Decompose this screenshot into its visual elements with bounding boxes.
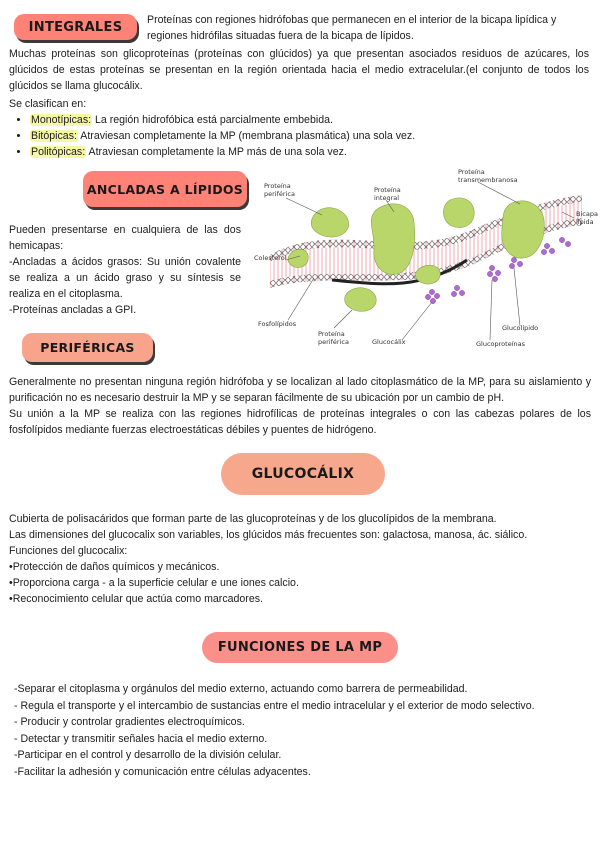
perifericas-line: Generalmente no presentan ninguna región hidrófoba y se localizan al lado citoplasmático de la MP, para su aislamiento y purificación no es necesario destruir la MP y se separan fácilmente de su ubicación por un cambio de pH.	[9, 376, 591, 404]
type-term: Politópicas:	[31, 146, 86, 158]
funciones-list	[14, 681, 590, 780]
funcion-item: -Facilitar la adhesión y comunicación entre células adyacentes.	[14, 765, 311, 778]
funcion-item: - Producir y controlar gradientes electroquímicos.	[14, 716, 245, 728]
type-monotopicas	[30, 112, 590, 128]
integrales-paragraph: Muchas proteínas son glicoproteínas (proteínas con glúcidos) ya que presentan asociados residuos de azúcares, los glúcidos de estas proteínas se presentan en la región orientada hacia el medio extracelular.(el conjunto de todos los glúcidos se llama glucocálix.	[9, 48, 589, 92]
funcion-item: - Regula el transporte y el intercambio de sustancias entre el medio intracelular y el exterior de modo selectivo.	[14, 699, 535, 712]
label-transmembrana: Proteína transmembranosa	[458, 168, 518, 184]
integrales-heading: INTEGRALES	[14, 14, 137, 40]
perifericas-heading: PERIFÉRICAS	[22, 333, 153, 362]
glucocalix-function: •Proporciona carga - a la superficie celular e une iones calcio.	[9, 577, 299, 589]
label-periferica-bottom: Proteína periférica	[318, 330, 349, 346]
glucocalix-line: Las dimensiones del glucocalix son variables, los glúcidos más frecuentes son: galactosa, manosa, ác. siálico.	[9, 529, 528, 541]
funcion-item: - Detectar y transmitir señales hacia el medio externo.	[14, 732, 268, 745]
type-desc: La región hidrofóbica está parcialmente embebida.	[92, 114, 333, 126]
classify-label: Se clasifican en:	[9, 98, 87, 110]
ancladas-text	[9, 222, 241, 318]
glucocalix-line: Funciones del glucocalix:	[9, 545, 128, 557]
type-bitopicas	[30, 128, 590, 144]
funcion-item: -Separar el citoplasma y orgánulos del medio externo, actuando como barrera de permeabilidad.	[14, 683, 468, 695]
funcion-item: -Participar en el control y desarrollo de la división celular.	[14, 749, 282, 761]
type-desc: Atraviesan completamente la MP más de una sola vez.	[86, 146, 347, 158]
type-politopicas	[30, 144, 590, 160]
label-bicapa: Bicapa lípida	[576, 210, 598, 226]
ancladas-heading: ANCLADAS A LÍPIDOS	[83, 171, 247, 207]
glucocalix-heading: GLUCOCÁLIX	[221, 453, 385, 495]
integrales-types-list	[10, 112, 590, 160]
label-glucoproteinas: Glucoproteínas	[476, 340, 525, 348]
protein-periferica-bottom	[345, 288, 377, 312]
type-term: Monotípicas:	[31, 114, 92, 126]
glucocalix-function: •Reconocimiento celular que actúa como marcadores.	[9, 593, 263, 605]
label-glucocalix: Glucocálix	[372, 338, 406, 346]
ancladas-line: Pueden presentarse en cualquiera de las dos hemicapas:	[9, 224, 241, 252]
protein-transmembrana	[502, 201, 545, 258]
label-periferica-top: Proteína periférica	[264, 182, 295, 198]
label-colesterol: Colesterol	[254, 254, 287, 262]
funciones-heading: FUNCIONES DE LA MP	[202, 632, 398, 663]
protein-integral-2	[443, 198, 474, 228]
protein-integral	[371, 204, 414, 275]
label-fosfolipidos: Fosfolípidos	[258, 320, 297, 328]
membrane-diagram	[252, 160, 598, 358]
glucocalix-line: Cubierta de polisacáridos que forman parte de las glucoproteínas y de los glucolípidos de la membrana.	[9, 513, 497, 525]
glucocalix-function: •Protección de daños químicos y mecánicos.	[9, 561, 220, 573]
label-integral: Proteína integral	[374, 186, 401, 202]
ancladas-line: -Ancladas a ácidos grasos: Su unión covalente se realiza a un ácido graso y su síntesis se realiza en el citoplasma.	[9, 256, 241, 300]
perifericas-text	[9, 374, 591, 438]
perifericas-line: Su unión a la MP se realiza con las regiones hidrofílicas de proteínas integrales o con las cabezas polares de los fosfolípidos mediante fuerzas electroestáticas débiles y puentes de hidrógeno.	[9, 408, 591, 436]
type-desc: Atraviesan completamente la MP (membrana plasmática) una sola vez.	[77, 130, 416, 142]
ancladas-line: -Proteínas ancladas a GPI.	[9, 304, 137, 316]
glucocalix-text	[9, 511, 591, 607]
type-term: Bitópicas:	[31, 130, 77, 142]
protein-periferica-top	[311, 208, 348, 237]
label-glucolipido: Glucolípido	[502, 324, 539, 332]
integrales-intro: Proteínas con regiones hidrófobas que permanecen en el interior de la bicapa lipídica y regiones hidrófilas situadas fuera de la bicapa de lípidos.	[147, 14, 557, 42]
